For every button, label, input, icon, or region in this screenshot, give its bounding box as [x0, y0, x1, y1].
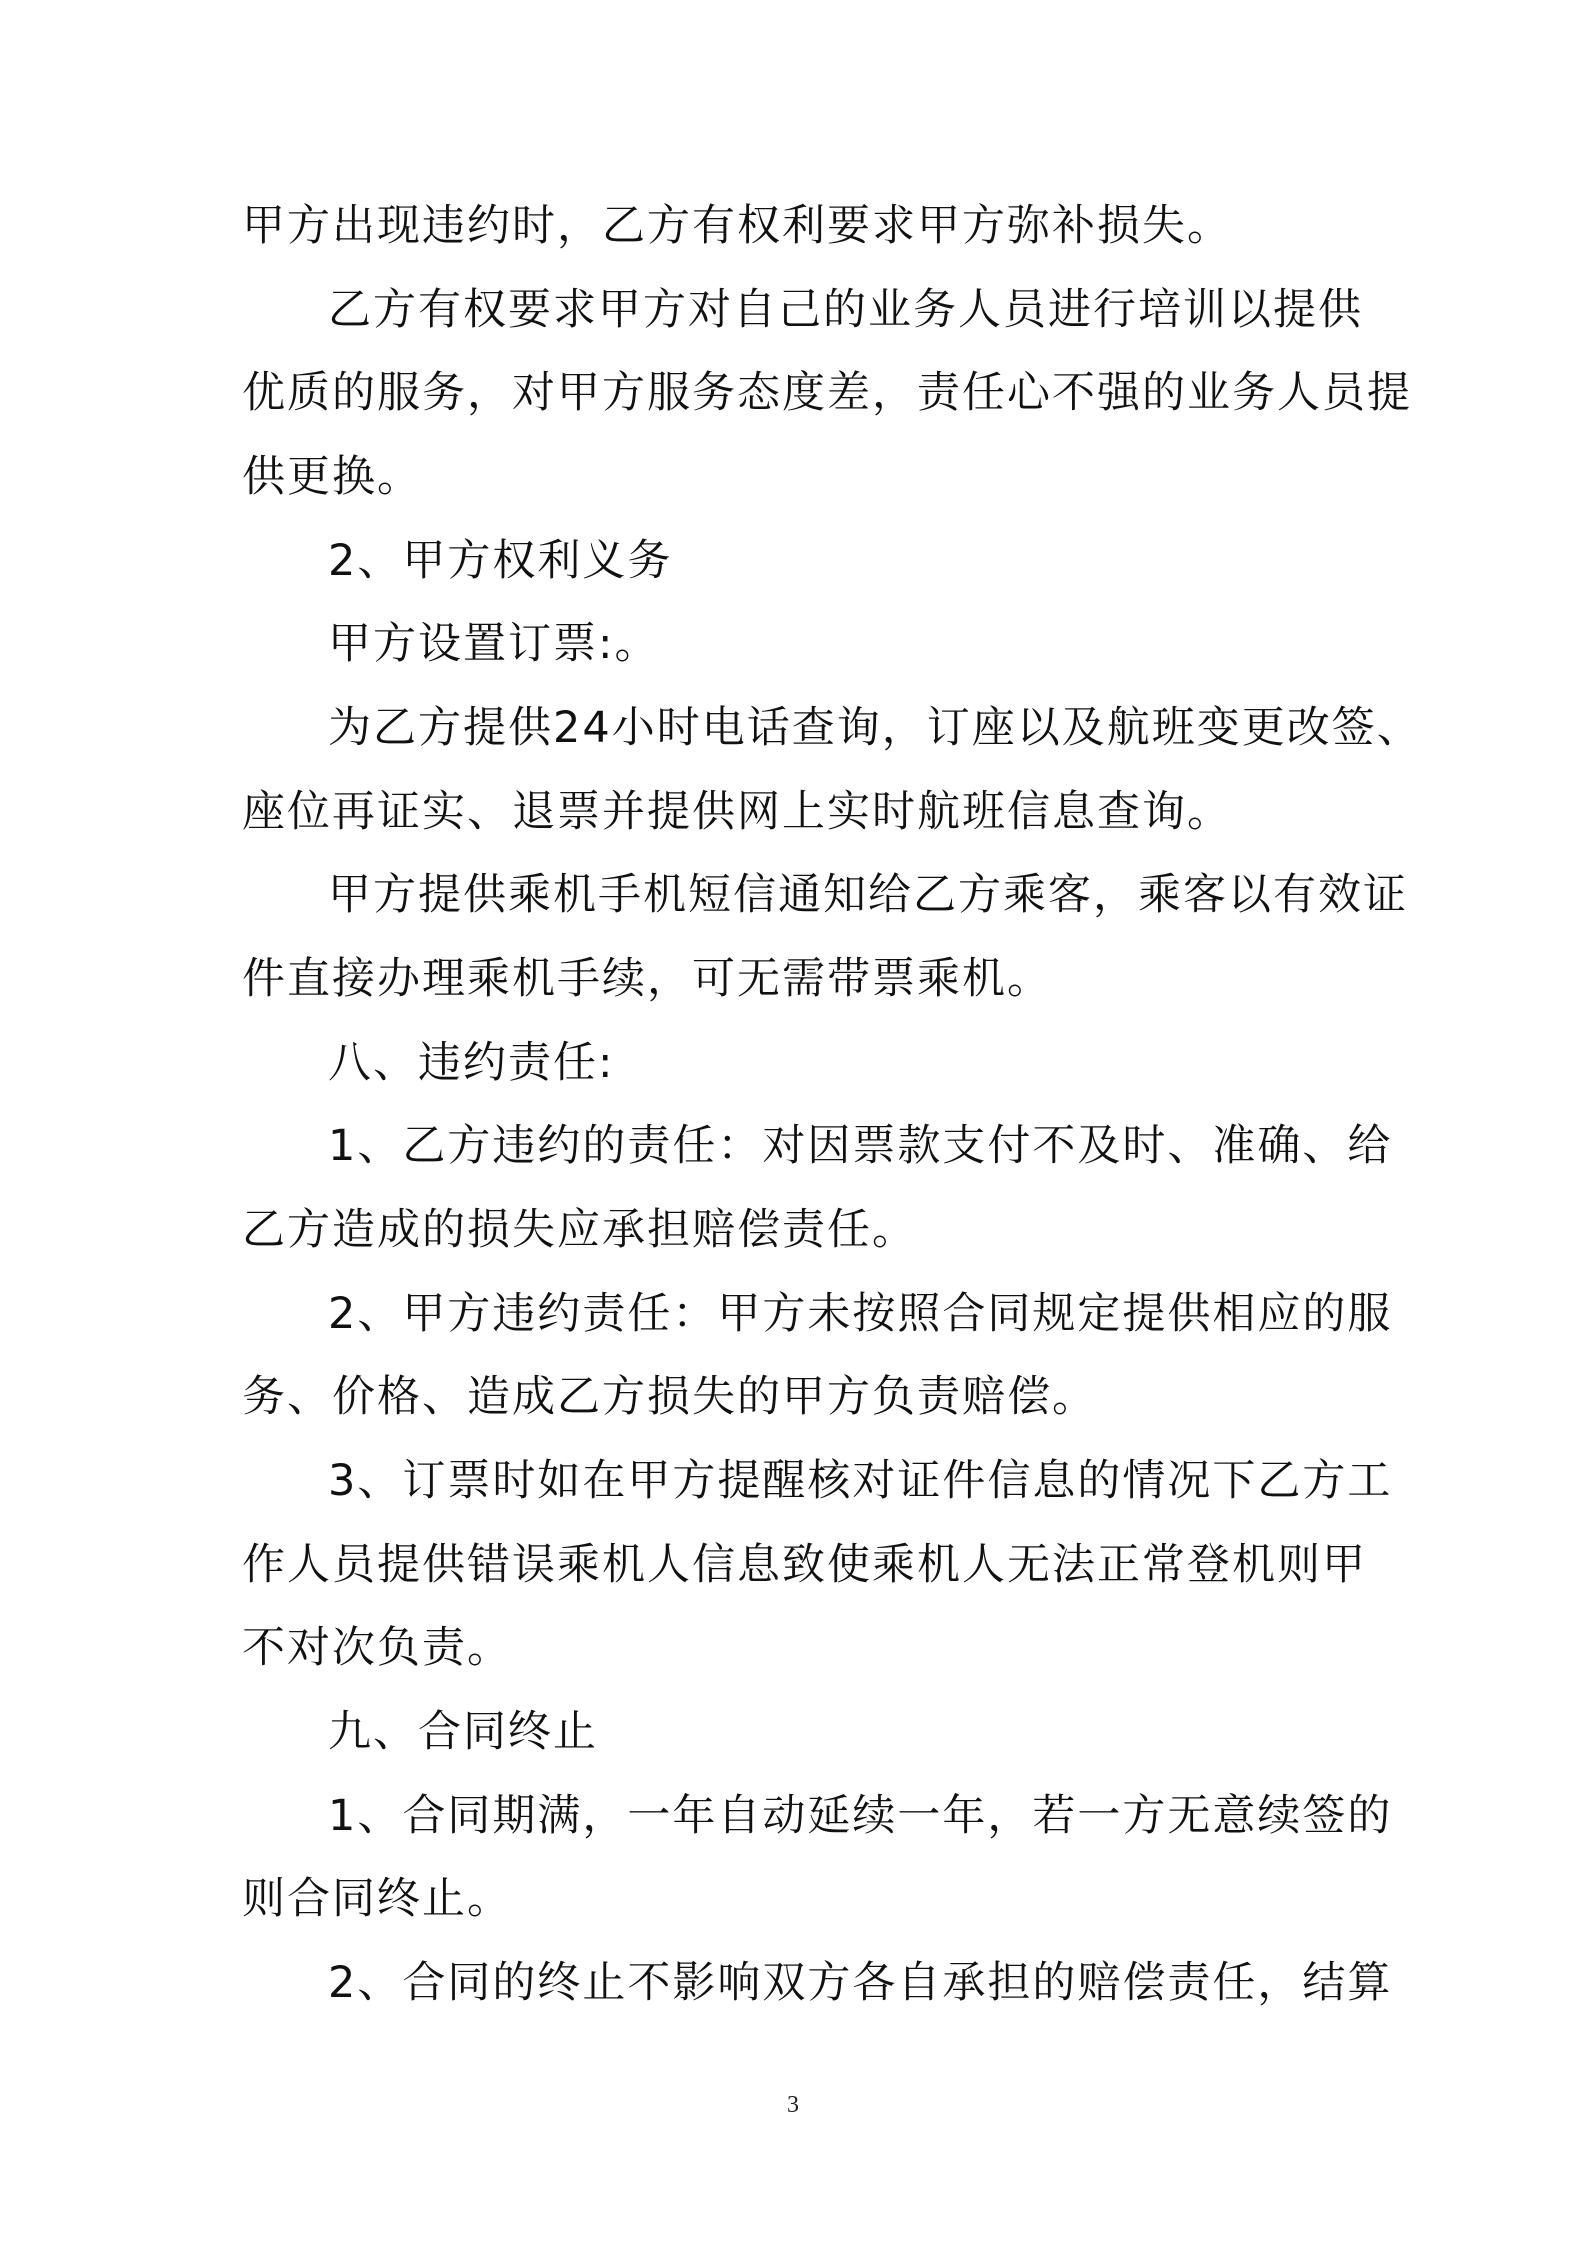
text-line: 为乙方提供24小时电话查询，订座以及航班变更改签、: [328, 703, 1422, 753]
text-line: 2、甲方违约责任：甲方未按照合同规定提供相应的服: [328, 1289, 1393, 1339]
text-line: 作人员提供错误乘机人信息致使乘机人无法正常登机则甲: [242, 1540, 1367, 1590]
text-line: 2、甲方权利义务: [328, 536, 673, 586]
text-line: 1、乙方违约的责任：对因票款支付不及时、准确、给: [328, 1121, 1393, 1171]
text-line: 乙方造成的损失应承担赔偿责任。: [242, 1205, 917, 1255]
page-number: 3: [787, 2092, 799, 2118]
text-line: 件直接办理乘机手续，可无需带票乘机。: [242, 954, 1052, 1004]
text-line: 座位再证实、退票并提供网上实时航班信息查询。: [242, 787, 1232, 837]
text-line: 优质的服务，对甲方服务态度差，责任心不强的业务人员提: [242, 368, 1412, 418]
text-line: 八、违约责任:: [328, 1038, 615, 1088]
text-line: 九、合同终止: [328, 1707, 598, 1757]
text-line: 乙方有权要求甲方对自己的业务人员进行培训以提供: [328, 285, 1363, 335]
text-line: 2、合同的终止不影响双方各自承担的赔偿责任，结算: [328, 1958, 1393, 2008]
text-line: 甲方出现违约时，乙方有权利要求甲方弥补损失。: [242, 201, 1232, 251]
text-line: 不对次负责。: [242, 1623, 512, 1673]
text-line: 则合同终止。: [242, 1874, 512, 1924]
text-line: 甲方提供乘机手机短信通知给乙方乘客，乘客以有效证: [328, 870, 1408, 920]
text-line: 供更换。: [242, 452, 422, 502]
text-line: 3、订票时如在甲方提醒核对证件信息的情况下乙方工: [328, 1456, 1393, 1506]
text-line: 甲方设置订票:。: [328, 619, 660, 669]
text-line: 1、合同期满，一年自动延续一年，若一方无意续签的: [328, 1791, 1393, 1841]
text-line: 务、价格、造成乙方损失的甲方负责赔偿。: [242, 1372, 1097, 1422]
